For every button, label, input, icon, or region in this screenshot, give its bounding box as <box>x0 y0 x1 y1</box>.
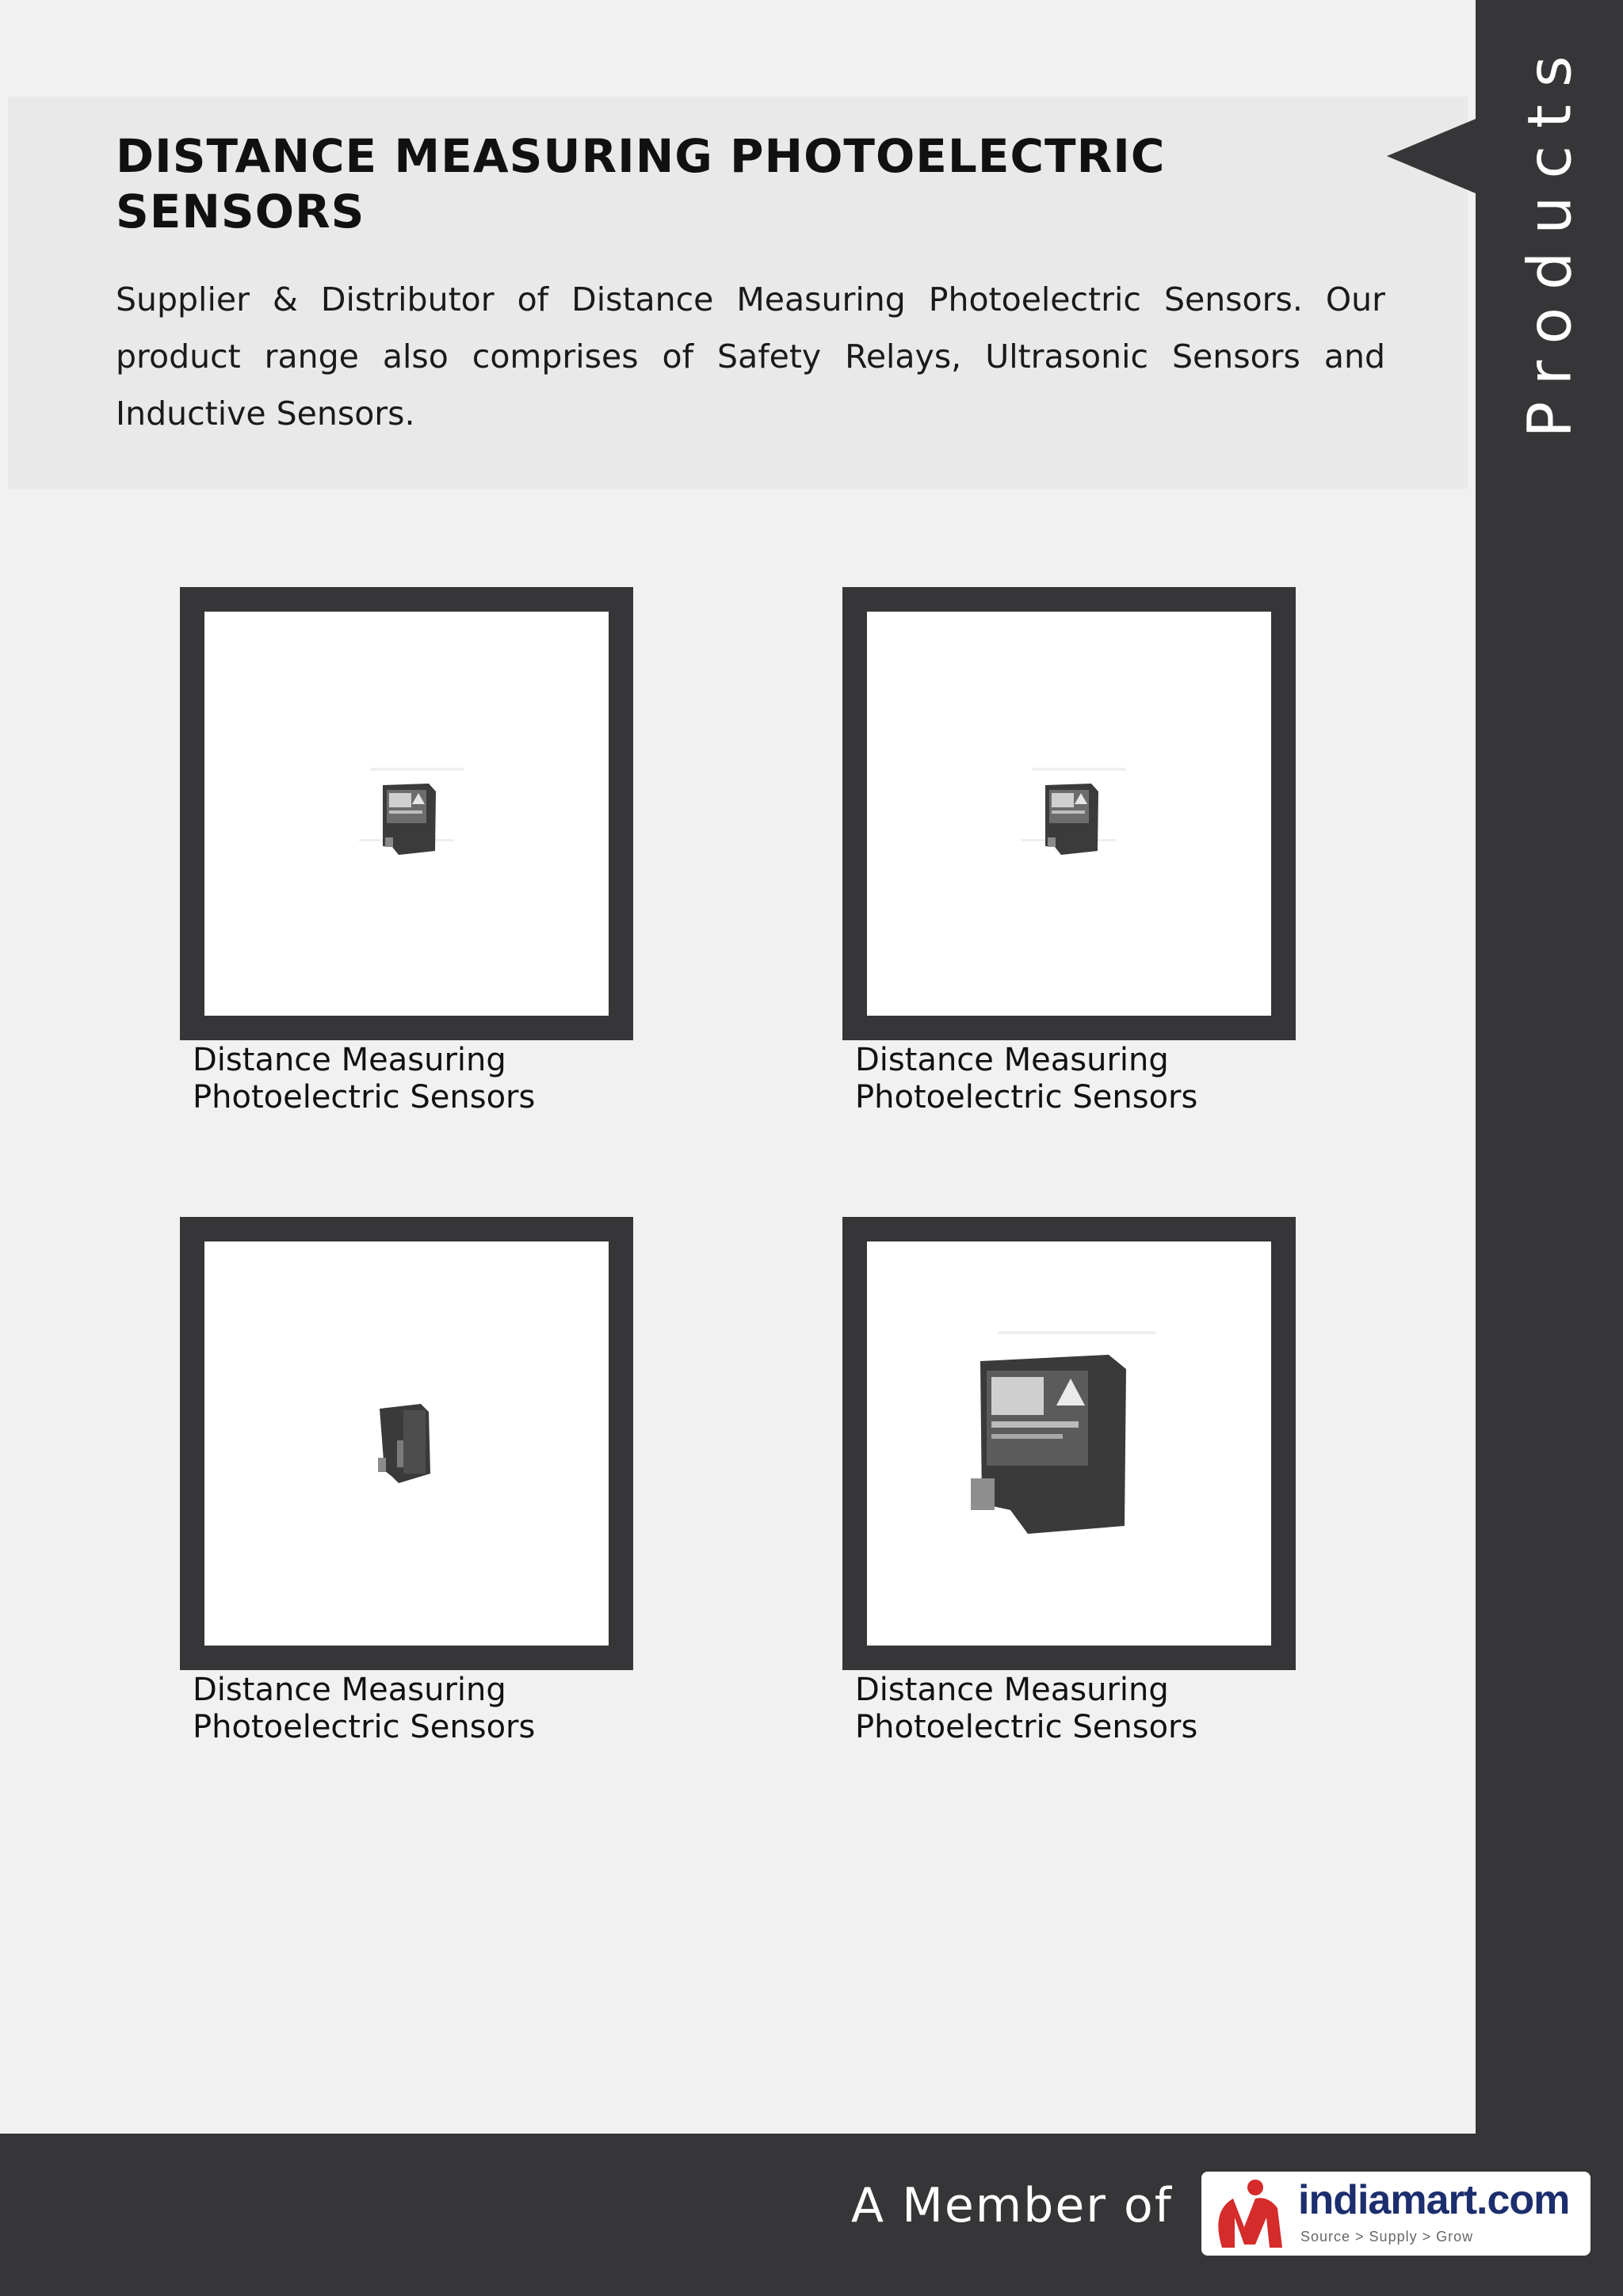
sidebar-label: Products <box>1514 37 1585 438</box>
laser-sensor-side-icon <box>327 1364 486 1523</box>
product-image-frame[interactable] <box>842 587 1296 1040</box>
indiamart-logo[interactable] <box>1201 2172 1591 2256</box>
laser-sensor-front-icon <box>990 734 1148 893</box>
laser-sensor-front-large-icon <box>950 1325 1188 1562</box>
product-card[interactable] <box>842 587 1296 1116</box>
product-image[interactable] <box>204 1241 609 1646</box>
product-card[interactable] <box>180 1217 633 1746</box>
pointer-arrow-icon <box>1387 119 1476 193</box>
page-description: Supplier & Distributor of Distance Measuring Photoelectric Sensors. Our product range also comprises of Safety Relays, Ultrasonic Sensors and Inductive Sensors. <box>116 280 1385 433</box>
product-card[interactable] <box>180 587 633 1116</box>
product-image-frame[interactable] <box>180 587 633 1040</box>
indiamart-m-logo-icon <box>1201 2172 1296 2256</box>
product-caption[interactable]: Distance Measuring Photoelectric Sensors <box>855 1672 1198 1745</box>
product-caption[interactable]: Distance Measuring Photoelectric Sensors <box>855 1042 1198 1116</box>
product-image[interactable] <box>867 1241 1271 1646</box>
product-image-frame[interactable] <box>180 1217 633 1670</box>
logo-tagline: Source > Supply > Grow <box>1300 2229 1474 2245</box>
logo-text: indiamart.com <box>1298 2177 1570 2223</box>
product-image[interactable] <box>867 612 1271 1016</box>
product-image[interactable] <box>204 612 609 1016</box>
laser-sensor-front-icon <box>327 734 486 893</box>
product-image-frame[interactable] <box>842 1217 1296 1670</box>
member-text: A Member of <box>851 2178 1173 2233</box>
page-title: DISTANCE MEASURING PHOTOELECTRIC SENSORS <box>116 129 1166 238</box>
sidebar-label-wrap <box>1476 0 1623 475</box>
product-card[interactable] <box>842 1217 1296 1746</box>
product-caption[interactable]: Distance Measuring Photoelectric Sensors <box>193 1672 536 1745</box>
product-caption[interactable]: Distance Measuring Photoelectric Sensors <box>193 1042 536 1116</box>
